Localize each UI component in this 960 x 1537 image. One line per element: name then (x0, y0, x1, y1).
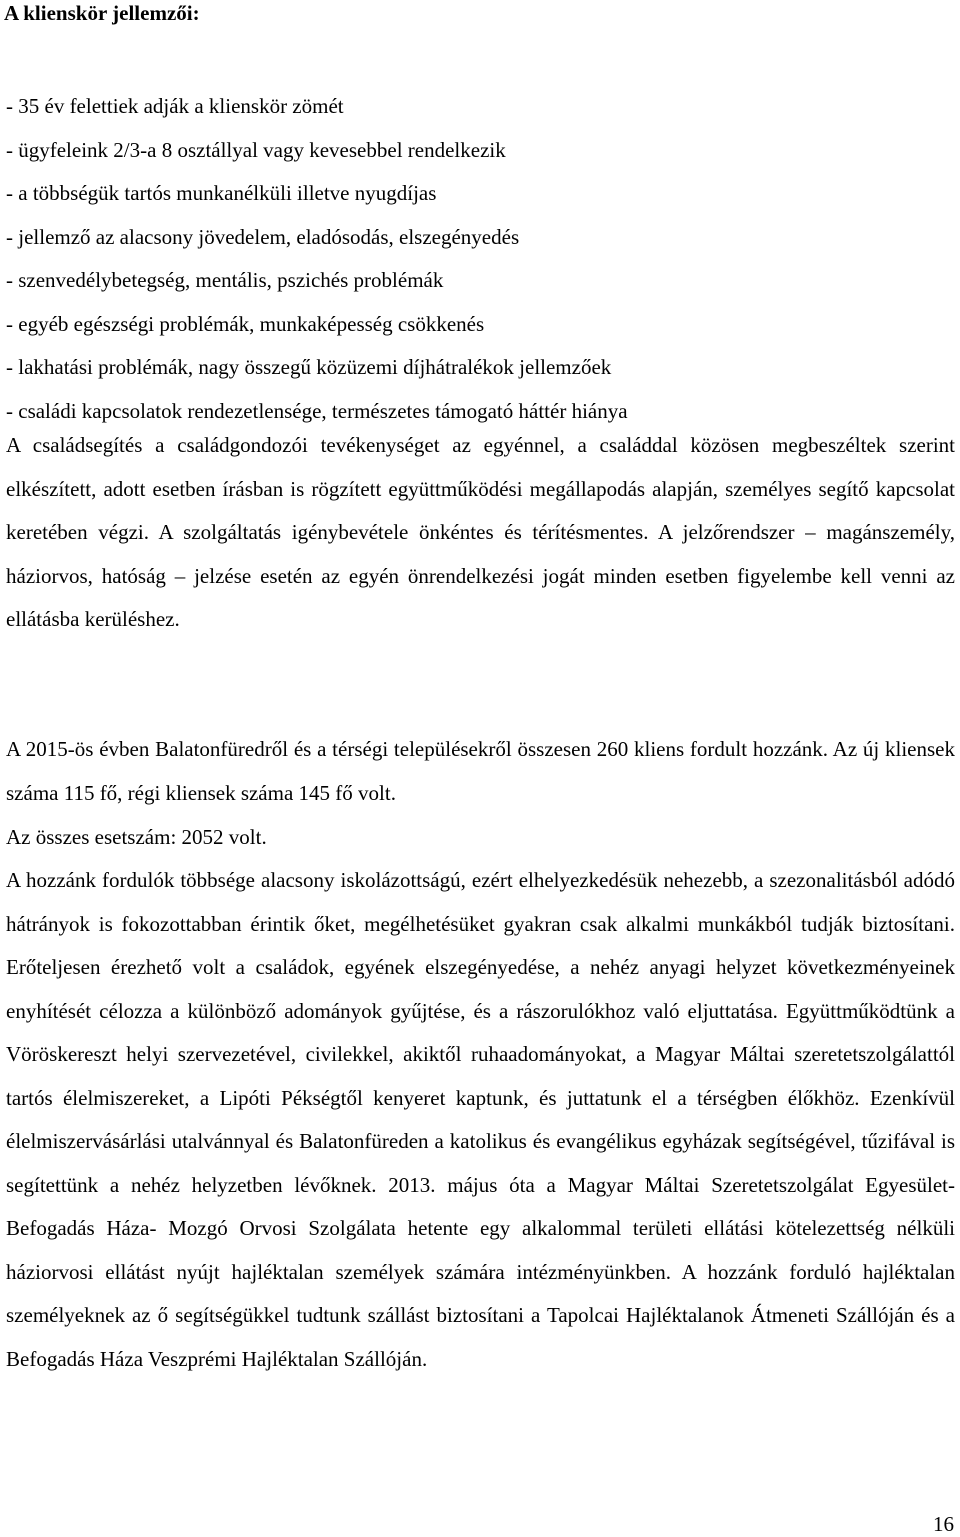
service-description-paragraph: A családsegítés a családgondozói tevékenységet az egyénnel, a családdal közösen megbeszéltek szerint elkészített, adott esetben írásban is rögzített együttműködési megállapodás alapján, személyes segítő kapcsolat keretében végzi. A szolgáltatás igénybevétele önkéntes és térítésmentes. A jelzőrendszer – magánszemély, háziorvos, hatóság – jelzése esetén az egyén önrendelkezési jogát minden esetben figyelembe kell venni az ellátásba kerüléshez. (6, 433, 955, 631)
section-heading: A klienskör jellemzői: (4, 1, 200, 25)
list-item: - a többségük tartós munkanélküli illetve nyugdíjas (6, 181, 437, 205)
list-item: - lakhatási problémák, nagy összegű közüzemi díjhátralékok jellemzőek (6, 355, 612, 379)
list-item: - egyéb egészségi problémák, munkaképesség csökkenés (6, 311, 485, 336)
list-item: - családi kapcsolatok rendezetlensége, természetes támogató háttér hiánya (6, 398, 628, 423)
total-cases-paragraph: Az összes esetszám: 2052 volt. (6, 825, 267, 849)
page-number: 16 (933, 1512, 954, 1536)
list-item: - ügyfeleink 2/3-a 8 osztállyal vagy kevesebbel rendelkezik (6, 137, 506, 162)
client-characteristics-list (6, 85, 628, 433)
list-item: - szenvedélybetegség, mentális, pszichés problémák (6, 268, 444, 292)
assistance-paragraph: A hozzánk fordulók többsége alacsony iskolázottságú, ezért elhelyezkedésük nehezebb, a szezonalitásból adódó hátrányok is fokozottabban érintik őket, megélhetésüket gyakran csak alkalmi munkákból tudják biztosítani. Erőteljesen érezhető volt a családok, egyének elszegényedése, a nehéz anyagi helyzet következményeinek enyhítését célozza a különböző adományok gyűjtése, és a rászorulókhoz való eljuttatása. Együttműködtünk a Vöröskereszt helyi szervezetével, civilekkel, akiktől ruhaadományokat, a Magyar Máltai szeretetszolgálattól tartós élelmiszereket, a Lipóti Pékségtől kenyeret kaptunk, és juttatunk el a térségben élőkhöz. Ezenkívül élelmiszervásárlási utalvánnyal és Balatonfüreden a katolikus és evangélikus egyházak segítségével, tűzifával is segítettünk a nehéz helyzetben lévőknek. 2013. május óta a Magyar Máltai Szeretetszolgálat Egyesület-Befogadás Háza- Mozgó Orvosi Szolgálata hetente egy alkalommal területi ellátási kötelezettség nélküli háziorvosi ellátást nyújt hajléktalan személyek számára intézményünkben. A hozzánk forduló hajléktalan személyeknek az ő segítségükkel tudtunk szállást biztosítani a Tapolcai Hajléktalanok Átmeneti Szállóján és a Befogadás Háza Veszprémi Hajléktalan Szállóján. (6, 868, 955, 1371)
list-item: - 35 év felettiek adják a klienskör zömét (6, 94, 344, 118)
client-statistics-paragraph: A 2015-ös évben Balatonfüredről és a térségi településekről összesen 260 kliens fordult hozzánk. Az új kliensek száma 115 fő, régi kliensek száma 145 fő volt. (6, 737, 955, 805)
list-item: - jellemző az alacsony jövedelem, eladósodás, elszegényedés (6, 224, 520, 249)
